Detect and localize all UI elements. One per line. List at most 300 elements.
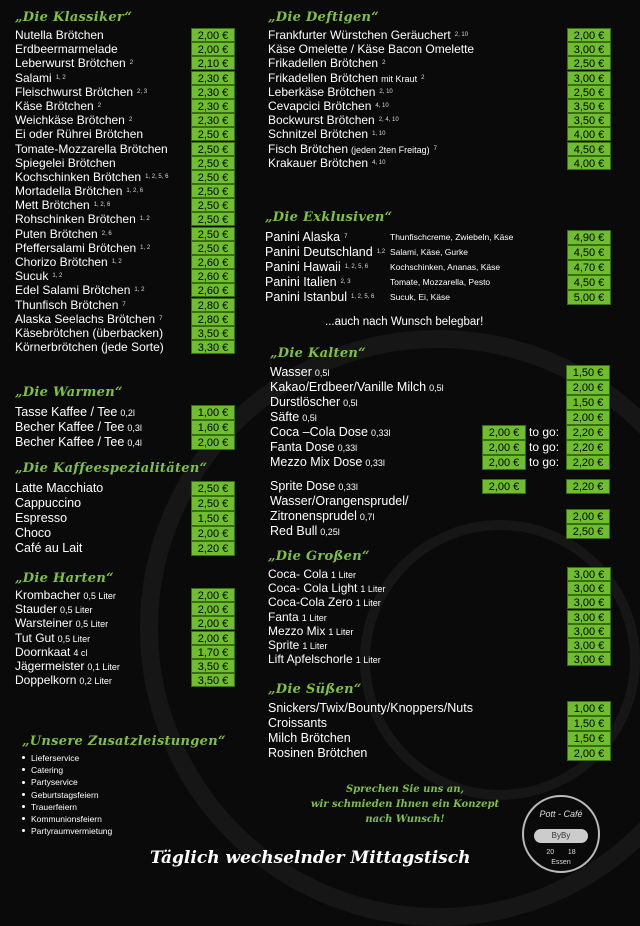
bullet-icon — [22, 805, 25, 808]
item-name — [15, 511, 67, 526]
item-name-text: Frikadellen Brötchen — [268, 70, 379, 85]
item-name-text: Krombacher — [15, 588, 81, 602]
item-name — [15, 227, 112, 241]
item-name-text: Käsebrötchen (überbacken) — [15, 325, 164, 340]
footer-mittagstisch: Täglich wechselnder Mittagstisch — [150, 848, 471, 868]
allergen-note: 7 — [122, 301, 126, 308]
item-name-text: Café au Lait — [15, 541, 83, 555]
allergen-note: 2, 3 — [137, 88, 148, 95]
konzept-note — [290, 782, 520, 827]
price-tag: 3,00 € — [567, 567, 611, 581]
item-name — [15, 255, 122, 269]
section-title: „Die Kaffeespezialitäten“ — [15, 461, 208, 476]
item-name — [268, 701, 473, 716]
item-name — [15, 156, 116, 170]
item-name-text: Fanta Dose — [270, 440, 335, 454]
item-name-text: Croissants — [268, 716, 328, 730]
menu-item — [268, 638, 613, 652]
price-tag: 4,00 € — [567, 156, 611, 170]
service-item — [22, 752, 242, 764]
section-title: „Die Großen“ — [268, 549, 370, 564]
section-deftigen — [268, 9, 613, 170]
item-name-text: Alaska Seelachs Brötchen — [15, 311, 156, 326]
allergen-note: 7 — [344, 234, 348, 240]
menu-item — [270, 509, 613, 524]
item-name — [15, 312, 162, 326]
price-tag: 2,50 € — [191, 142, 235, 156]
item-name — [15, 420, 142, 436]
section-warmen — [15, 384, 240, 450]
price-tag: 3,50 € — [191, 659, 235, 673]
item-name-text: Mortadella Brötchen — [15, 184, 123, 199]
menu-item — [265, 290, 613, 305]
allergen-note: 1, 2 — [140, 244, 151, 251]
item-unit: 0,5l — [429, 383, 444, 393]
item-name-text: Ei oder Rührei Brötchen — [15, 127, 144, 142]
menu-item — [268, 610, 613, 624]
allergen-note: 1, 10 — [372, 131, 386, 138]
item-unit: 0,33l — [338, 482, 358, 492]
menu-item — [15, 241, 240, 255]
item-name-text: Rosinen Brötchen — [268, 746, 368, 760]
menu-item — [268, 113, 613, 127]
menu-item — [15, 198, 240, 212]
allergen-note: 2 — [128, 117, 133, 124]
price-tag: 1,50 € — [566, 395, 610, 410]
logo-name: Pott - Café — [539, 809, 583, 819]
item-name — [268, 99, 389, 113]
item-name — [268, 42, 474, 56]
service-item — [22, 789, 242, 801]
price-tag: 4,50 € — [567, 142, 611, 156]
menu-item — [265, 245, 613, 260]
item-unit: 0,5l — [314, 368, 330, 378]
item-name-text: Espresso — [15, 511, 68, 525]
menu-item — [268, 624, 613, 638]
item-name-text: Edel Salami Brötchen — [15, 283, 131, 298]
price-tag: 1,60 € — [191, 420, 235, 435]
price-tag: 3,50 € — [567, 99, 611, 113]
item-name-text: Sprite — [268, 637, 300, 652]
service-item — [22, 776, 242, 788]
price-tag: 4,70 € — [567, 260, 611, 275]
menu-item — [15, 673, 240, 687]
price-tag: 2,10 € — [191, 56, 235, 70]
item-unit: 0,33l — [337, 443, 358, 453]
menu-item — [15, 113, 240, 127]
item-name — [15, 326, 163, 340]
item-name — [15, 616, 108, 631]
allergen-note: 1, 2, 5, 6 — [351, 294, 375, 300]
menu-item — [15, 526, 240, 541]
item-name — [15, 481, 103, 496]
price-tag: 5,00 € — [567, 290, 611, 305]
item-name — [15, 28, 104, 42]
allergen-note: 1, 2 — [55, 74, 66, 81]
price-tag: 2,20 € — [566, 425, 610, 440]
item-name-text: Durstlöscher — [270, 395, 341, 409]
item-name-text: Puten Brötchen — [15, 226, 98, 241]
price-tag: 1,50 € — [191, 511, 235, 526]
item-name — [268, 746, 367, 761]
item-name — [15, 42, 118, 56]
item-name — [268, 142, 437, 157]
item-name-text: Frikadellen Brötchen — [268, 56, 379, 71]
item-name-text: Wasser/Orangensprudel/ — [270, 494, 409, 508]
pott-cafe-logo — [522, 795, 600, 873]
item-name-text: Käse Brötchen — [15, 98, 94, 113]
menu-item — [15, 631, 240, 645]
menu-item — [265, 230, 613, 245]
price-tag: 1,00 € — [191, 405, 235, 420]
allergen-note: 1,2 — [376, 249, 386, 255]
allergen-note: 1, 2, 6 — [93, 202, 111, 209]
price-tag: 2,00 € — [482, 440, 526, 455]
item-name — [15, 85, 147, 99]
price-tag: 2,50 € — [191, 212, 235, 226]
konzept-line-1: Sprechen Sie uns an, — [345, 784, 465, 795]
item-name — [268, 638, 327, 653]
service-item — [22, 764, 242, 776]
item-name — [270, 380, 444, 396]
menu-item — [265, 260, 613, 275]
price-tag: 2,00 € — [482, 455, 526, 470]
bullet-icon — [22, 817, 25, 820]
section-kalten-more — [270, 479, 613, 539]
menu-item — [15, 511, 240, 526]
item-name — [265, 275, 351, 290]
item-name-text: Schnitzel Brötchen — [268, 127, 369, 142]
item-unit: 4 cl — [73, 647, 88, 658]
price-tag: 2,30 € — [191, 85, 235, 99]
item-name-text: Rohschinken Brötchen — [15, 212, 136, 227]
price-tag: 2,00 € — [191, 42, 235, 56]
bullet-icon — [22, 768, 25, 771]
menu-item — [15, 269, 240, 283]
section-harten — [15, 570, 240, 687]
service-item — [22, 825, 242, 837]
price-tag: 2,30 € — [191, 113, 235, 127]
menu-item — [15, 42, 240, 56]
service-label: Partyraumvermietung — [31, 826, 113, 837]
price-tag: 2,00 € — [482, 479, 526, 494]
item-name-text: Fisch Brötchen — [268, 141, 349, 156]
item-name-text: Panini Hawaii — [265, 260, 341, 274]
price-tag: 2,50 € — [191, 184, 235, 198]
menu-item — [15, 481, 240, 496]
item-unit: 0,5 Liter — [83, 591, 116, 601]
item-unit: 0,2l — [120, 408, 135, 418]
menu-item — [268, 595, 613, 609]
price-tag: 2,50 € — [191, 198, 235, 212]
item-name — [15, 142, 168, 156]
allergen-note: 7 — [433, 145, 437, 152]
allergen-note: 4, 10 — [372, 159, 386, 166]
price-tag: 2,50 € — [191, 481, 235, 496]
to-go-label: to go: — [529, 455, 560, 469]
menu-item — [268, 42, 613, 56]
allergen-note: 2, 3 — [340, 279, 351, 285]
item-name — [270, 479, 358, 495]
menu-item — [15, 420, 240, 435]
price-tag: 2,60 € — [191, 255, 235, 269]
price-tag: 2,50 € — [566, 524, 610, 539]
menu-item — [270, 380, 613, 395]
price-tag: 3,00 € — [567, 71, 611, 85]
menu-item — [15, 170, 240, 184]
item-name — [268, 71, 424, 86]
item-name — [268, 581, 385, 596]
item-name — [270, 395, 358, 411]
menu-item — [15, 255, 240, 269]
item-name-text: Leberwurst Brötchen — [15, 56, 126, 71]
price-tag: 2,50 € — [191, 170, 235, 184]
item-description: Salami, Käse, Gurke — [390, 247, 468, 257]
item-unit: 0,3l — [127, 423, 142, 433]
menu-item — [268, 56, 613, 70]
item-name-text: Becher Kaffee / Tee — [15, 420, 125, 434]
menu-item — [15, 212, 240, 226]
item-name — [15, 298, 126, 312]
item-name — [15, 113, 132, 127]
section-grossen — [268, 548, 613, 666]
item-name-text: Tasse Kaffee / Tee — [15, 405, 118, 419]
menu-item — [15, 227, 240, 241]
logo-banner: ByBy — [534, 829, 588, 843]
allergen-note: 1, 2, 5, 6 — [145, 173, 169, 180]
service-label: Lieferservice — [31, 753, 80, 763]
item-name-text: Panini Alaska — [265, 230, 341, 244]
price-tag: 2,00 € — [567, 28, 611, 42]
price-tag: 3,00 € — [567, 652, 611, 666]
price-tag: 1,00 € — [567, 701, 611, 716]
menu-item — [268, 127, 613, 141]
menu-item — [268, 652, 613, 666]
price-tag: 2,20 € — [191, 541, 235, 556]
menu-item — [268, 581, 613, 595]
to-go-label: to go: — [529, 425, 560, 439]
menu-item — [15, 659, 240, 673]
menu-item — [15, 435, 240, 450]
price-tag: 2,20 € — [566, 440, 610, 455]
item-name — [15, 541, 82, 556]
item-name-text: Choco — [15, 526, 52, 540]
menu-item — [268, 28, 613, 42]
item-name-text: Fleischwurst Brötchen — [15, 84, 134, 99]
menu-item — [15, 602, 240, 616]
item-name-text: Sucuk — [15, 269, 49, 284]
item-name — [265, 260, 368, 275]
item-name — [15, 283, 144, 297]
menu-item — [15, 156, 240, 170]
allergen-note: 2 — [129, 60, 134, 67]
item-extra: mit Kraut — [381, 73, 418, 84]
allergen-note: 1, 2, 5, 6 — [344, 264, 369, 270]
item-unit: 1 Liter — [301, 612, 327, 623]
konzept-line-2: wir schmieden Ihnen ein Konzept — [310, 799, 500, 810]
item-name — [15, 241, 150, 255]
item-name-text: Mezzo Mix Dose — [270, 455, 363, 469]
item-name-text: Kakao/Erdbeer/Vanille Milch — [270, 380, 427, 394]
item-name-text: Coca-Cola Zero — [268, 595, 353, 610]
item-name — [268, 156, 385, 170]
menu-item — [270, 494, 613, 509]
item-unit: 0,1 Liter — [87, 661, 120, 672]
price-tag: 3,50 € — [191, 326, 235, 340]
item-name — [15, 645, 87, 660]
price-tag: 2,50 € — [191, 156, 235, 170]
item-name — [268, 56, 385, 70]
item-name-text: Kochschinken Brötchen — [15, 169, 142, 184]
price-tag: 2,00 € — [566, 380, 610, 395]
item-name-text: Mett Brötchen — [15, 198, 90, 213]
price-tag: 2,50 € — [191, 241, 235, 255]
price-tag: 3,50 € — [191, 673, 235, 687]
to-go-label: to go: — [529, 440, 560, 454]
service-item — [22, 813, 242, 825]
price-tag: 2,20 € — [566, 479, 610, 494]
menu-item — [268, 731, 613, 746]
menu-item — [15, 28, 240, 42]
item-name-text: Warsteiner — [15, 616, 73, 631]
allergen-note: 4, 10 — [375, 102, 389, 109]
menu-item — [268, 156, 613, 170]
item-unit: 0,33l — [365, 458, 385, 468]
price-tag: 2,00 € — [191, 526, 235, 541]
item-name-text: Leberkäse Brötchen — [268, 84, 376, 99]
item-name — [15, 198, 110, 212]
price-tag: 1,70 € — [191, 645, 235, 659]
item-name — [15, 435, 142, 451]
item-name — [15, 496, 81, 511]
bullet-icon — [22, 829, 25, 832]
allergen-note: 2, 6 — [101, 230, 112, 237]
price-tag: 3,00 € — [567, 595, 611, 609]
menu-item — [15, 142, 240, 156]
item-name — [268, 624, 353, 639]
price-tag: 2,50 € — [191, 127, 235, 141]
item-name — [15, 184, 143, 198]
price-tag: 4,00 € — [567, 127, 611, 141]
allergen-note: 1, 2 — [111, 259, 122, 265]
price-tag: 4,50 € — [567, 275, 611, 290]
item-name-text: Käse Omelette / Käse Bacon Omelette — [268, 42, 475, 57]
item-unit: 0,25l — [320, 527, 340, 537]
item-name — [268, 127, 385, 141]
price-tag: 4,90 € — [567, 230, 611, 245]
price-tag: 2,00 € — [566, 509, 610, 524]
menu-item — [268, 71, 613, 85]
item-name — [265, 290, 374, 305]
price-tag: 2,00 € — [191, 435, 235, 450]
item-name-text: Tut Gut — [15, 630, 55, 645]
item-unit: 0,5 Liter — [75, 619, 109, 630]
item-unit: 0,7l — [359, 512, 375, 522]
item-unit: 0,5 Liter — [57, 633, 91, 644]
section-zusatzleistungen — [22, 733, 242, 837]
item-name-text: Mezzo Mix — [268, 623, 326, 638]
item-name — [270, 509, 374, 525]
item-description: Tomate, Mozzarella, Pesto — [390, 277, 491, 287]
price-tag: 1,50 € — [567, 716, 611, 731]
item-name — [268, 731, 351, 746]
bullet-icon — [22, 756, 25, 759]
item-name-text: Pfeffersalami Brötchen — [15, 240, 137, 255]
bullet-icon — [22, 793, 25, 796]
item-name — [15, 659, 120, 674]
menu-item — [15, 184, 240, 198]
item-unit: 0,4l — [127, 438, 142, 448]
menu-item — [270, 395, 613, 410]
price-tag: 2,50 € — [567, 56, 611, 70]
price-tag: 2,00 € — [191, 616, 235, 630]
menu-item — [270, 440, 613, 455]
menu-item — [15, 616, 240, 630]
section-title: „Die Süßen“ — [268, 682, 362, 697]
bullet-icon — [22, 781, 25, 784]
item-name — [268, 113, 399, 127]
price-tag: 3,00 € — [567, 610, 611, 624]
allergen-note: 2 — [97, 102, 102, 109]
menu-item — [15, 56, 240, 70]
price-tag: 2,80 € — [191, 312, 235, 326]
item-name-text: Wasser — [270, 365, 312, 379]
allergen-note: 2 — [421, 74, 425, 81]
price-tag: 4,50 € — [567, 245, 611, 260]
item-name-text: Latte Macchiato — [15, 481, 104, 495]
price-tag: 2,30 € — [191, 71, 235, 85]
item-name — [15, 340, 164, 354]
price-tag: 2,50 € — [191, 496, 235, 511]
price-tag: 2,00 € — [191, 602, 235, 616]
price-tag: 2,20 € — [566, 455, 610, 470]
item-name-text: Coca- Cola Light — [268, 581, 358, 596]
item-name-text: Doornkaat — [15, 644, 71, 659]
item-name — [270, 455, 385, 471]
item-name — [270, 410, 317, 426]
price-tag: 1,50 € — [567, 731, 611, 746]
item-name-text: Frankfurter Würstchen Geräuchert — [268, 28, 451, 42]
section-title: „Die Klassiker“ — [15, 10, 133, 25]
menu-item — [15, 283, 240, 297]
section-title: „Die Kalten“ — [270, 346, 366, 361]
item-name-text: Körnerbrötchen (jede Sorte) — [15, 340, 164, 355]
menu-item — [268, 567, 613, 581]
allergen-note: 1, 2 — [134, 287, 145, 294]
item-name-text: Fanta — [268, 609, 299, 624]
menu-item — [15, 85, 240, 99]
item-unit: 1 Liter — [302, 640, 328, 651]
menu-item — [270, 365, 613, 380]
service-label: Kommunionsfeiern — [31, 814, 102, 825]
price-tag: 2,00 € — [567, 746, 611, 761]
section-exklusiven — [265, 209, 613, 305]
menu-item — [270, 410, 613, 425]
allergen-note: 2 — [382, 60, 386, 67]
item-name-text: Krakauer Brötchen — [268, 155, 369, 170]
item-name — [265, 245, 385, 260]
price-tag: 2,60 € — [191, 269, 235, 283]
item-name — [15, 269, 62, 283]
price-tag: 3,00 € — [567, 42, 611, 56]
price-tag: 2,50 € — [567, 85, 611, 99]
item-unit: 1 Liter — [328, 626, 354, 637]
section-suessen — [268, 681, 613, 761]
section-title: „Unsere Zusatzleistungen“ — [22, 734, 226, 749]
item-unit: 1 Liter — [331, 570, 357, 580]
allergen-note: 2, 4, 10 — [378, 117, 399, 124]
item-unit: 0,2 Liter — [79, 676, 112, 687]
